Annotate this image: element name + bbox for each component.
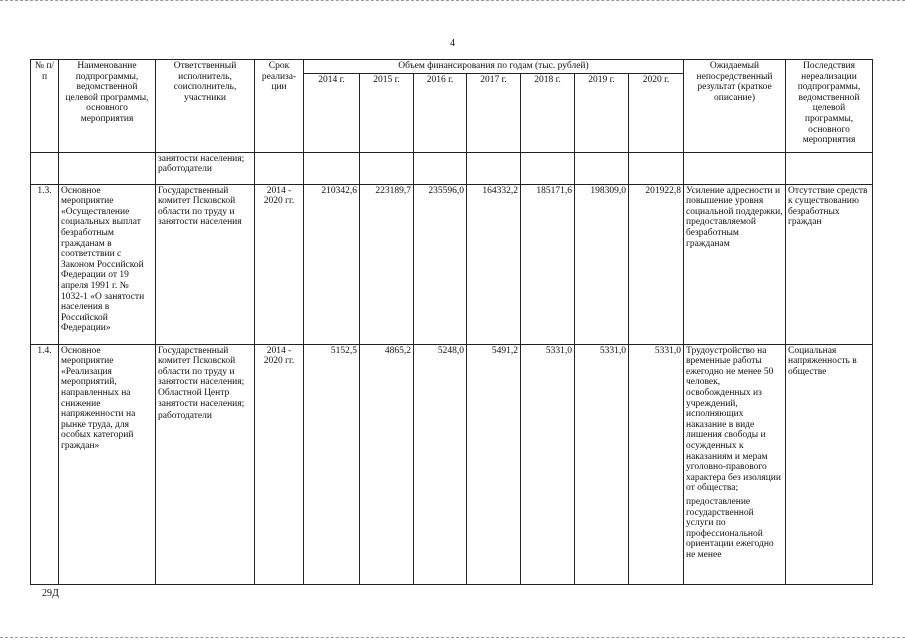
row-value: 5491,2 [467,344,521,584]
row-term: 2014 - 2020 гг. [255,184,304,344]
row-value: 5248,0 [414,344,467,584]
header-year: 2015 г. [360,73,414,152]
result-part: Трудоустройство на временные работы ежегодно не менее 50 человек, освобожденных из учреждений, исполняющих наказание в виде лишения свободы и осужденных к наказаниям и мерам уголовно-правового характера без изоляции от общества; [686,345,781,494]
header-name: Наименование подпрограммы, ведомственной целевой программы, основного мероприятия [59,60,156,153]
row-consequences: Социальная напряженность в обществе [786,344,873,584]
header-result: Ожидаемый непосредственный результат (краткое описание) [684,60,786,153]
header-funding: Объем финансирования по годам (тыс. рублей) [304,60,684,74]
header-num: № п/п [31,60,59,153]
row-term: 2014 - 2020 гг. [255,344,304,584]
footer-code: 29Д [42,588,59,599]
row-result: Усиление адресности и повышение уровня социальной поддержки, предоставляемой безработным гражданам [684,184,786,344]
row-value: 235596,0 [414,184,467,344]
row-consequences: Отсутствие средств к существованию безработных граждан [786,184,873,344]
row-result [684,344,786,584]
row-value: 164332,2 [467,184,521,344]
responsible-part: работодатели [158,411,212,422]
row-name: Основное мероприятие «Осуществление социальных выплат безработным гражданам в соответствии с Законом Российской Федерации от 19 апреля 1991 г. № 1032-1 «О занятости населения в Российской Федерации» [59,184,156,344]
table-row [31,184,873,344]
row-value: 5331,0 [575,344,629,584]
header-year: 2020 г. [629,73,684,152]
row-value: 198309,0 [575,184,629,344]
table-row [31,344,873,584]
row-num: 1.3. [31,184,59,344]
result-part: предоставление государственной услуги по профессиональной ориентации ежегодно не менее [686,496,774,560]
row-value: 223189,7 [360,184,414,344]
row-value: 4865,2 [360,344,414,584]
bottom-dashed-border [0,637,905,638]
row-value: 5331,0 [629,344,684,584]
header-term: Срок реализа-ции [255,60,304,153]
responsible-part: Областной Центр занятости населения; [158,387,245,409]
responsible-part: Государственный комитет Псковской области по труду и занятости населения; [158,345,245,388]
header-year: 2016 г. [414,73,467,152]
continuation-row [31,152,873,184]
row-num: 1.4. [31,344,59,584]
row-value: 210342,6 [304,184,360,344]
row-value: 185171,6 [521,184,575,344]
header-year: 2019 г. [575,73,629,152]
row-value: 201922,8 [629,184,684,344]
page-number: 4 [450,38,455,49]
header-responsible: Ответственный исполнитель, соисполнитель, участники [156,60,255,153]
header-consequences: Последствия нереализации подпрограммы, ведомственной целевой программы, основного мероприятия [786,60,873,153]
header-year: 2014 г. [304,73,360,152]
top-dashed-border [0,0,905,1]
row-value: 5331,0 [521,344,575,584]
header-year: 2018 г. [521,73,575,152]
header-year: 2017 г. [467,73,521,152]
header-row [31,60,873,74]
row-value: 5152,5 [304,344,360,584]
program-table [30,59,873,585]
row-responsible: Государственный комитет Псковской области по труду и занятости населения [156,184,255,344]
continuation-responsible: занятости населения; работодатели [156,152,255,184]
row-name: Основное мероприятие «Реализация мероприятий, направленных на снижение напряженности на рынке труда, для особых категорий граждан» [59,344,156,584]
row-responsible [156,344,255,584]
